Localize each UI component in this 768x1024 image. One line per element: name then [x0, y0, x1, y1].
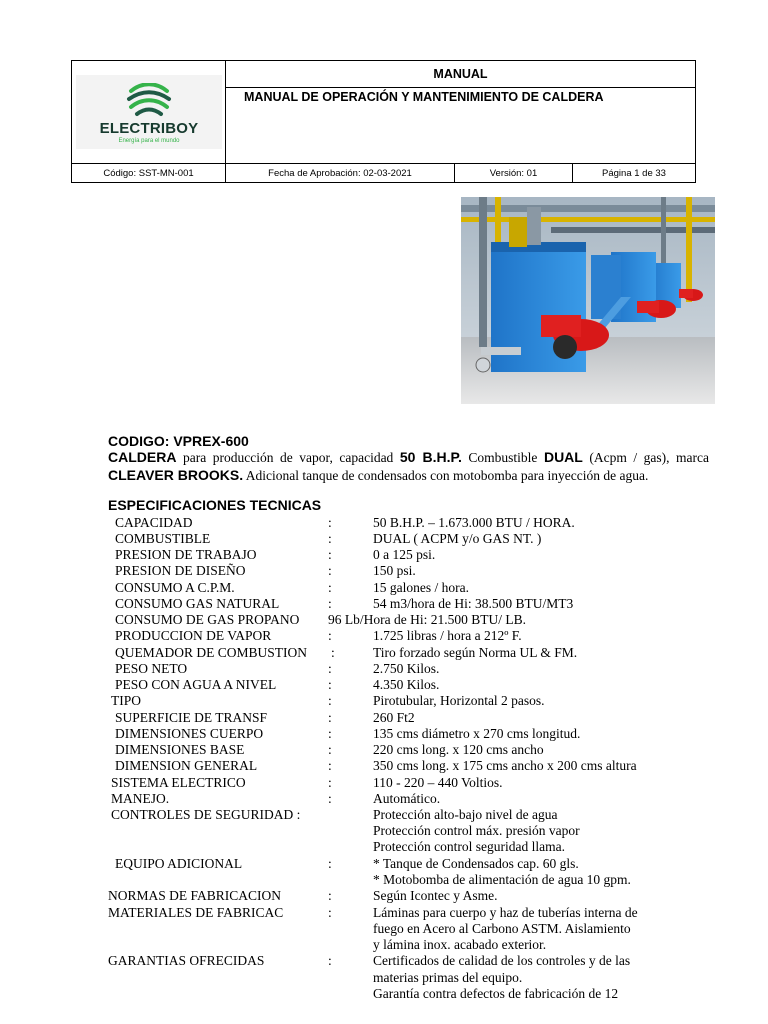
- boiler-room-photo-icon: [461, 197, 715, 404]
- spec-value: 150 psi.: [373, 563, 416, 578]
- spec-value: Según Icontec y Asme.: [373, 888, 498, 903]
- logo-tagline: Energía para el mundo: [118, 138, 180, 144]
- spec-value: 50 B.H.P. – 1.673.000 BTU / HORA.: [373, 515, 575, 530]
- spec-label: EQUIPO ADICIONAL: [115, 856, 243, 871]
- spec-separator: :: [328, 580, 332, 595]
- spec-separator: :: [328, 515, 332, 530]
- spec-separator: :: [328, 693, 332, 708]
- leaf-stripes-logo-icon: [126, 83, 172, 119]
- spec-value: * Tanque de Condensados cap. 60 gls.: [373, 856, 579, 871]
- spec-label: DIMENSIONES CUERPO: [115, 726, 264, 741]
- logo-cell: [72, 61, 226, 163]
- page-number: Página 1 de 33: [602, 168, 666, 179]
- spec-value: Protección control máx. presión vapor: [373, 823, 580, 838]
- spec-value: 135 cms diámetro x 270 cms longitud.: [373, 726, 581, 741]
- spec-label: TIPO: [111, 693, 141, 708]
- keyword-brand: CLEAVER BROOKS.: [108, 466, 244, 483]
- spec-label: NORMAS DE FABRICACION: [108, 888, 282, 903]
- document-title: MANUAL DE OPERACIÓN Y MANTENIMIENTO DE CALDERA: [244, 90, 604, 104]
- spec-label: PESO CON AGUA A NIVEL: [115, 677, 277, 692]
- spec-separator: :: [328, 742, 332, 757]
- spec-separator: :: [328, 856, 332, 871]
- spec-separator: :: [328, 547, 332, 562]
- header-meta-row: [72, 163, 695, 183]
- spec-separator: :: [328, 953, 332, 968]
- header-title: MANUAL: [226, 61, 695, 88]
- spec-label: PRODUCCION DE VAPOR: [115, 628, 272, 643]
- spec-value: 4.350 Kilos.: [373, 677, 440, 692]
- spec-label: CONSUMO GAS NATURAL: [115, 596, 280, 611]
- spec-separator: :: [331, 645, 335, 660]
- company-logo: [76, 75, 222, 149]
- spec-value: Certificados de calidad de los controles y de las: [373, 953, 631, 968]
- keyword-caldera: CALDERA: [108, 449, 177, 465]
- document-header-table: [71, 60, 696, 183]
- spec-separator: :: [328, 596, 332, 611]
- spec-value: Protección alto-bajo nivel de agua: [373, 807, 558, 822]
- spec-value: 2.750 Kilos.: [373, 661, 440, 676]
- spec-label: SISTEMA ELECTRICO: [111, 775, 246, 790]
- spec-value: 15 galones / hora.: [373, 580, 469, 595]
- equipment-description: [108, 449, 709, 484]
- spec-separator: :: [328, 563, 332, 578]
- spec-value: 96 Lb/Hora de Hi: 21.500 BTU/ LB.: [328, 612, 526, 627]
- spec-label: SUPERFICIE DE TRANSF: [115, 710, 268, 725]
- spec-separator: :: [328, 888, 332, 903]
- spec-label: CONTROLES DE SEGURIDAD :: [111, 807, 301, 822]
- document-code: Código: SST-MN-001: [72, 164, 226, 183]
- document-version: Versión: 01: [455, 164, 573, 183]
- spec-label: MATERIALES DE FABRICAC: [108, 905, 284, 920]
- boiler-room-photo: [461, 197, 715, 404]
- spec-value: y lámina inox. acabado exterior.: [373, 937, 547, 952]
- spec-label: CONSUMO A C.P.M.: [115, 580, 235, 595]
- spec-label: PRESION DE DISEÑO: [115, 563, 246, 578]
- spec-label: PRESION DE TRABAJO: [115, 547, 257, 562]
- logo-wordmark: ELECTRIBOY: [99, 120, 199, 137]
- spec-separator: :: [328, 905, 332, 920]
- spec-value: Láminas para cuerpo y haz de tuberías interna de: [373, 905, 638, 920]
- spec-value: 350 cms long. x 175 cms ancho x 200 cms altura: [373, 758, 637, 773]
- spec-separator: :: [328, 531, 332, 546]
- spec-value: DUAL ( ACPM y/o GAS NT. ): [373, 531, 542, 546]
- spec-value: * Motobomba de alimentación de agua 10 gpm.: [373, 872, 631, 887]
- description-text-3: (Acpm / gas), marca: [582, 450, 710, 465]
- spec-separator: :: [328, 775, 332, 790]
- description-text-4: Adicional tanque de condensados con motobomba para inyección de agua.: [243, 467, 649, 483]
- spec-label: COMBUSTIBLE: [115, 531, 211, 546]
- spec-value: 54 m3/hora de Hi: 38.500 BTU/MT3: [373, 596, 574, 611]
- spec-separator: :: [328, 677, 332, 692]
- spec-label: DIMENSIONES BASE: [115, 742, 245, 757]
- spec-label: PESO NETO: [115, 661, 188, 676]
- spec-value: fuego en Acero al Carbono ASTM. Aislamiento: [373, 921, 631, 936]
- spec-value: Protección control seguridad llama.: [373, 839, 565, 854]
- spec-value: 1.725 libras / hora a 212º F.: [373, 628, 522, 643]
- spec-value: 0 a 125 psi.: [373, 547, 436, 562]
- description-text-1: para producción de vapor, capacidad: [176, 450, 400, 465]
- spec-value: Tiro forzado según Norma UL & FM.: [373, 645, 578, 660]
- approval-date: Fecha de Aprobación: 02-03-2021: [226, 164, 455, 183]
- spec-label: QUEMADOR DE COMBUSTION: [115, 645, 308, 660]
- keyword-capacity: 50 B.H.P.: [399, 449, 462, 465]
- spec-value: 220 cms long. x 120 cms ancho: [373, 742, 544, 757]
- spec-label: GARANTIAS OFRECIDAS: [108, 953, 265, 968]
- specs-heading: ESPECIFICACIONES TECNICAS: [108, 497, 322, 513]
- spec-separator: :: [328, 661, 332, 676]
- equipment-code: CODIGO: VPREX-600: [108, 433, 249, 449]
- spec-label: MANEJO.: [111, 791, 170, 806]
- spec-value: Pirotubular, Horizontal 2 pasos.: [373, 693, 545, 708]
- spec-value: Automático.: [373, 791, 441, 806]
- spec-separator: :: [328, 791, 332, 806]
- description-text-2: Combustible: [461, 450, 544, 465]
- keyword-fuel: DUAL: [543, 449, 583, 465]
- spec-separator: :: [328, 710, 332, 725]
- spec-value: materias primas del equipo.: [373, 970, 523, 985]
- spec-value: 110 - 220 – 440 Voltios.: [373, 775, 503, 790]
- spec-value: Garantía contra defectos de fabricación de 12: [373, 986, 619, 1001]
- spec-separator: :: [328, 726, 332, 741]
- spec-label: DIMENSION GENERAL: [115, 758, 258, 773]
- spec-separator: :: [328, 758, 332, 773]
- spec-label: CONSUMO DE GAS PROPANO: [115, 612, 300, 627]
- spec-value: 260 Ft2: [373, 710, 415, 725]
- spec-label: CAPACIDAD: [115, 515, 193, 530]
- spec-separator: :: [328, 628, 332, 643]
